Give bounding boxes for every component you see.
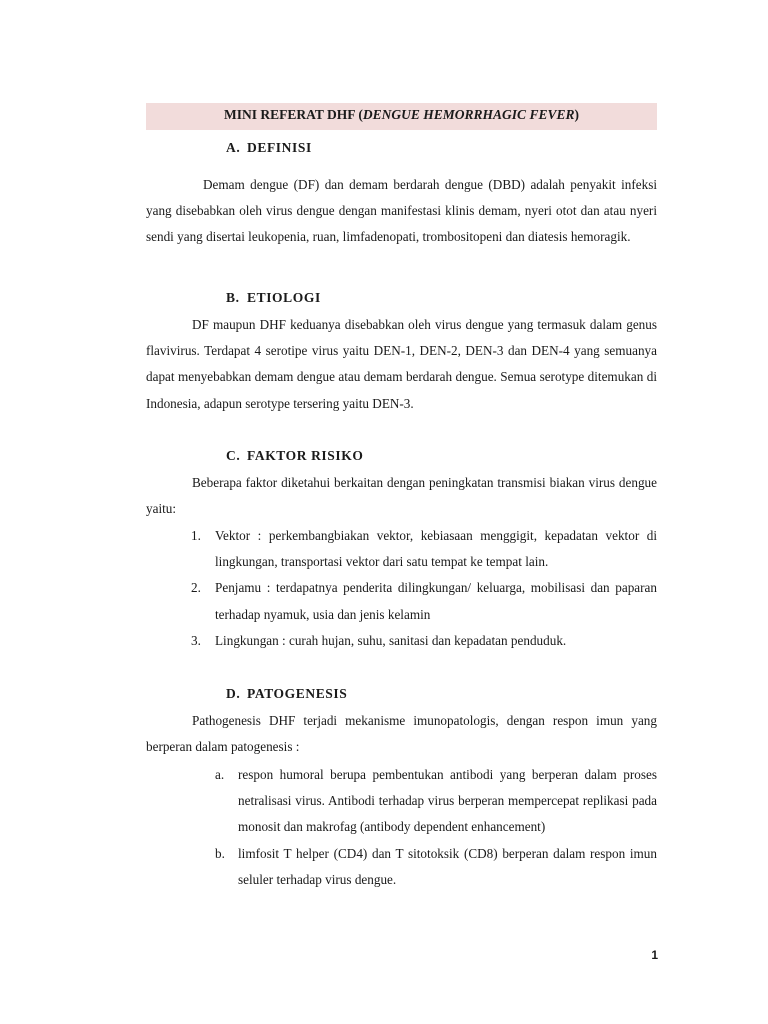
list-item-text: respon humoral berupa pembentukan antibodi yang berperan dalam proses netralisasi virus. Antibodi terhadap virus berperan mempercepat replikasi pada monosit dan makrofag (antibody dependent enhancement) bbox=[238, 767, 657, 835]
section-heading-patogenesis bbox=[226, 685, 347, 703]
list-item bbox=[215, 841, 657, 893]
section-letter: A. bbox=[226, 140, 241, 155]
list-marker: 3. bbox=[191, 632, 201, 648]
section-heading-text: DEFINISI bbox=[247, 140, 312, 155]
list-item bbox=[191, 628, 657, 654]
section-heading-text: ETIOLOGI bbox=[247, 290, 321, 305]
list-patogenesis bbox=[215, 762, 657, 893]
list-item-text: Lingkungan : curah hujan, suhu, sanitasi dan kepadatan penduduk. bbox=[215, 632, 567, 648]
section-letter: B. bbox=[226, 290, 240, 305]
paragraph-definisi: Demam dengue (DF) dan demam berdarah dengue (DBD) adalah penyakit infeksi yang disebabkan oleh virus dengue dengan manifestasi klinis demam, nyeri otot dan atau nyeri sendi yang disertai leukopenia, ruan, limfadenopati, trombositopeni dan diatesis hemoragik. bbox=[146, 177, 657, 245]
list-item-text: limfosit T helper (CD4) dan T sitotoksik (CD8) berperan dalam respon imun seluler terhadap virus dengue. bbox=[238, 845, 657, 887]
section-letter: C. bbox=[226, 448, 241, 463]
paragraph-etiologi: DF maupun DHF keduanya disebabkan oleh virus dengue yang termasuk dalam genus flavivirus. Terdapat 4 serotipe virus yaitu DEN-1, DEN-2, DEN-3 dan DEN-4 yang semuanya dapat menyebabkan demam dengue atau demam berdarah dengue. Semua serotype ditemukan di Indonesia, adapun serotype tersering yaitu DEN-3. bbox=[146, 317, 657, 411]
section-heading-etiologi bbox=[226, 289, 321, 307]
section-heading-text: PATOGENESIS bbox=[247, 686, 348, 701]
list-item bbox=[191, 523, 657, 575]
paragraph-faktor-risiko: Beberapa faktor diketahui berkaitan dengan peningkatan transmisi biakan virus dengue yaitu: bbox=[146, 475, 657, 517]
document-title bbox=[146, 106, 657, 124]
list-item bbox=[215, 762, 657, 841]
list-item bbox=[191, 575, 657, 627]
list-marker: 1. bbox=[191, 528, 201, 543]
list-marker: b. bbox=[215, 845, 225, 861]
paragraph-patogenesis: Pathogenesis DHF terjadi mekanisme imunopatologis, dengan respon imun yang berperan dalam patogenesis : bbox=[146, 713, 657, 755]
list-faktor-risiko bbox=[191, 523, 657, 654]
title-italic: DENGUE HEMORRHAGIC FEVER bbox=[362, 107, 575, 122]
section-heading-text: FAKTOR RISIKO bbox=[247, 448, 364, 463]
page-number: 1 bbox=[651, 948, 658, 962]
list-item-text: Penjamu : terdapatnya penderita dilingkungan/ keluarga, mobilisasi dan paparan terhadap nyamuk, usia dan jenis kelamin bbox=[215, 580, 657, 622]
section-heading-faktor-risiko bbox=[226, 447, 363, 465]
title-prefix: MINI REFERAT DHF ( bbox=[224, 107, 363, 122]
section-letter: D. bbox=[226, 686, 241, 701]
list-marker: 2. bbox=[191, 580, 201, 596]
section-heading-definisi bbox=[226, 139, 312, 157]
list-marker: a. bbox=[215, 767, 225, 782]
title-suffix: ) bbox=[574, 107, 579, 122]
list-item-text: Vektor : perkembangbiakan vektor, kebiasaan menggigit, kepadatan vektor di lingkungan, transportasi vektor dari satu tempat ke tempat lain. bbox=[215, 528, 657, 570]
